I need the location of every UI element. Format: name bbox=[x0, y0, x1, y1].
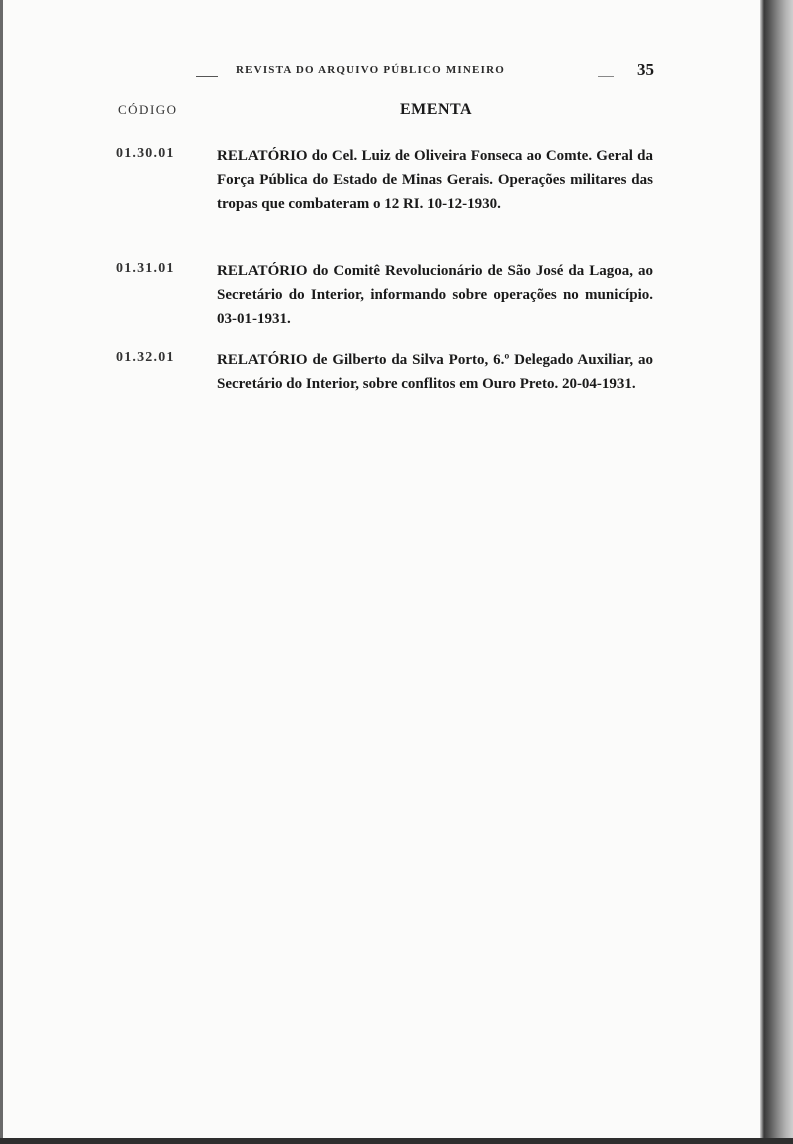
entry-code: 01.32.01 bbox=[116, 350, 175, 365]
entry-code: 01.30.01 bbox=[116, 146, 175, 161]
header-rule-left bbox=[196, 76, 218, 77]
scan-left-edge bbox=[0, 0, 3, 1144]
book-spine-shadow bbox=[760, 0, 793, 1144]
entry-code: 01.31.01 bbox=[116, 261, 175, 276]
entry-summary: RELATÓRIO do Cel. Luiz de Oliveira Fonseca ao Comte. Geral da Força Pública do Estado de Minas Gerais. Operações militares das tropas que combateram o 12 RI. 10-12-1930. bbox=[217, 148, 653, 212]
page-number: 35 bbox=[637, 60, 654, 79]
entry-summary: RELATÓRIO de Gilberto da Silva Porto, 6.º Delegado Auxiliar, ao Secretário do Interior, sobre conflitos em Ouro Preto. 20-04-1931. bbox=[217, 352, 653, 392]
header-rule-right bbox=[598, 76, 614, 77]
running-head: REVISTA DO ARQUIVO PÚBLICO MINEIRO bbox=[236, 64, 505, 76]
scan-bottom-edge bbox=[0, 1138, 793, 1144]
entry-summary: RELATÓRIO do Comitê Revolucionário de São José da Lagoa, ao Secretário do Interior, informando sobre operações no município. 03-01-1931. bbox=[217, 263, 653, 327]
column-header-summary: EMENTA bbox=[400, 101, 473, 118]
column-header-code: CÓDIGO bbox=[118, 102, 178, 117]
